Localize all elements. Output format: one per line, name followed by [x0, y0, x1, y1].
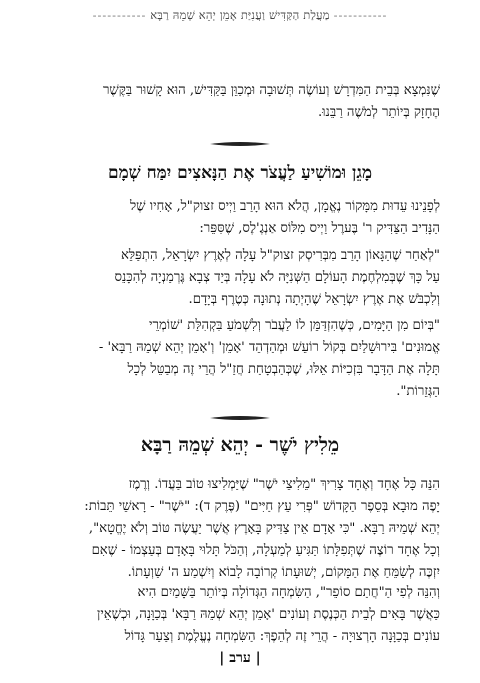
- text-line: יִזְכֶּה לְשַׂמֵּחַ אֶת הַמָּקוֹם, יְשׁוּעָתוֹ קְרוֹבָה לָבוֹא וְיִשְׁמַע ה' שַׁוְעָתוֹ.: [127, 565, 440, 580]
- intro-paragraph: [40, 80, 440, 124]
- section-title-shield: מָגֵן וּמוֹשִׁיעַ לַעֲצֹר אֶת הַנָּאצִים יִמַּח שְׁמָם: [107, 163, 373, 183]
- text-line: וְלִכְבֹּשׁ אֶת אֶרֶץ יִשְׂרָאֵל שֶׁהָיְתָה נְתוּנָה כְּטֶרֶף בְּיָדָם.: [188, 292, 440, 307]
- text-line: עַל כָּךְ שֶׁבְּמִלְחֶמֶת הָעוֹלָם הַשְּׁנִיָּה לֹא עָלָה בְּיַד צְבָא גֶּרְמַנְיָה לְהִכָּנֵס: [114, 270, 440, 285]
- text-line: יְהֵא שְׁמֵיהּ רַבָּא. "כִּי אָדָם אֵין צַדִּיק בָּאָרֶץ אֲשֶׁר יַעֲשֶׂה טּוֹב וְלֹא יֶחֱטָא",: [88, 521, 440, 536]
- header-dashes-right: -----------: [333, 8, 388, 22]
- text-line: הֶחָזָק בְּיוֹתֵר לְמֹשֶׁה רַבֵּנוּ.: [317, 105, 440, 120]
- text-line: וְכָל אֶחָד רוֹצֶה שֶׁתְּפִלָּתוֹ תַּגִּיעַ לְמַעְלָה, וְהַכֹּל תָּלוּי בָּאָדָם בְּעַצְמוֹ - שֶׁאִם: [91, 543, 440, 558]
- text-line: יָפֶה מוּבָא בְּסֵפֶר הַקָּדוֹשׁ "פְּרִי עֵץ חַיִּים" (פֶּרֶק ד): "יֹשֶׁר" - רָאשֵׁי תֵּבוֹת:: [84, 499, 440, 514]
- text-line: שֶׁנִּמְצָא בְּבֵית הַמִּדְרָשׁ וְעוֹשֶׂה תְּשׁוּבָה וּמְכַוֵּן בַּקַּדִּישׁ, הוּא קָשׁוּר בַּקֶּשֶׁר: [102, 83, 440, 98]
- text-line: אֱמוּנִים' בִּירוּשָׁלַיִם בְּקוֹל רוֹעֵשׁ וּמְהַדְהֵד 'אָמֵן' וְ'אָמֵן יְהֵא שְׁמֵהּ רַבָּא' -: [98, 340, 440, 355]
- text-line: וְהִנֵּה לְפִי הַ"חֲתַם סוֹפֵר", הַשִּׂמְחָה הַגְּדוֹלָה בְּיוֹתֵר בַּשָּׁמַיִם הִיא: [137, 585, 440, 600]
- header-title: מַעֲלַת הַקַּדִּישׁ וַעֲנִיַּת אָמֵן יְהֵא שְׁמֵהּ רַבָּא: [150, 8, 330, 22]
- text-line: הַנָּדִיב הַצַּדִּיק ר' בֶּערֶל וַיְיס מִלּוֹס אַנְגֶ'לֶס, שֶׁסִּפֵּר:: [199, 221, 440, 236]
- section1-paragraph-1: [40, 196, 440, 240]
- ornament-divider: [210, 415, 270, 421]
- text-line: עוֹנִים בְּכַוָּנָה הָרְצוּיָה - הֲרֵי זֶה לְהֵפֶךְ: הַשִּׂמְחָה נֶעֱלֶמֶת וְצַעַר גָּדוֹל: [124, 629, 440, 644]
- running-header: [22, 8, 458, 26]
- section-title-advocate: מֵלִיץ יֹשֶׁר - יְהֵא שְׁמֵהּ רַבָּא: [140, 434, 340, 456]
- section1-paragraph-2: [40, 245, 440, 311]
- text-line: כַּאֲשֶׁר בָּאִים לְבֵית הַכְּנֶסֶת וְעוֹנִים 'אָמֵן יְהֵא שְׁמֵהּ רַבָּא' בְּכַוָּנָה, וּכְשֶׁאֵין: [96, 607, 440, 622]
- text-line: לְפָנֵינוּ עֵדוּת מִמָּקוֹר נֶאֱמָן, הֲלֹא הוּא הָרַב וַיְיס זצוק"ל, אָחִיו שֶׁל: [130, 199, 440, 214]
- ornament-divider: [210, 141, 270, 147]
- section2-paragraph-2: [40, 582, 440, 648]
- text-line: תָּלָה אֶת הַדָּבָר בִּזְכִיּוֹת אֵלּוּ, שֶׁכְּהַבְטָחַת חֲזַ"ל הֲרֵי זֶה מְבַטֵּל לְכָל: [127, 362, 440, 377]
- section1-paragraph-3: [40, 315, 440, 403]
- text-line: "בְּיוֹם מִן הַיָּמִים, כְּשֶׁהִזְדַּמֵּן לוֹ לַעֲבֹר וְלִשְׁמֹעַ בִּקְהִלַּת 'שׁוֹמְרֵי: [149, 318, 440, 333]
- page-number: | ערב |: [219, 650, 261, 666]
- text-line: הִנֵּה כָּל אֶחָד וְאֶחָד צָרִיךְ "מֵלִיצֵי יֹשֶׁר" שֶׁיַּמְלִיצוּ טוֹב בַּעֲדוֹ. וְרֶמֶז: [128, 477, 440, 492]
- section2-paragraph-1: [40, 474, 440, 584]
- text-line: הַגְּזֵרוֹת".: [396, 384, 440, 399]
- header-dashes-left: -----------: [92, 8, 147, 22]
- text-line: "לְאַחַר שֶׁהַגָּאוֹן הָרַב מִבְּרִיסְק זצוק"ל עָלָה לְאֶרֶץ יִשְׂרָאֵל, הִתְפַּלֵּא: [120, 248, 440, 263]
